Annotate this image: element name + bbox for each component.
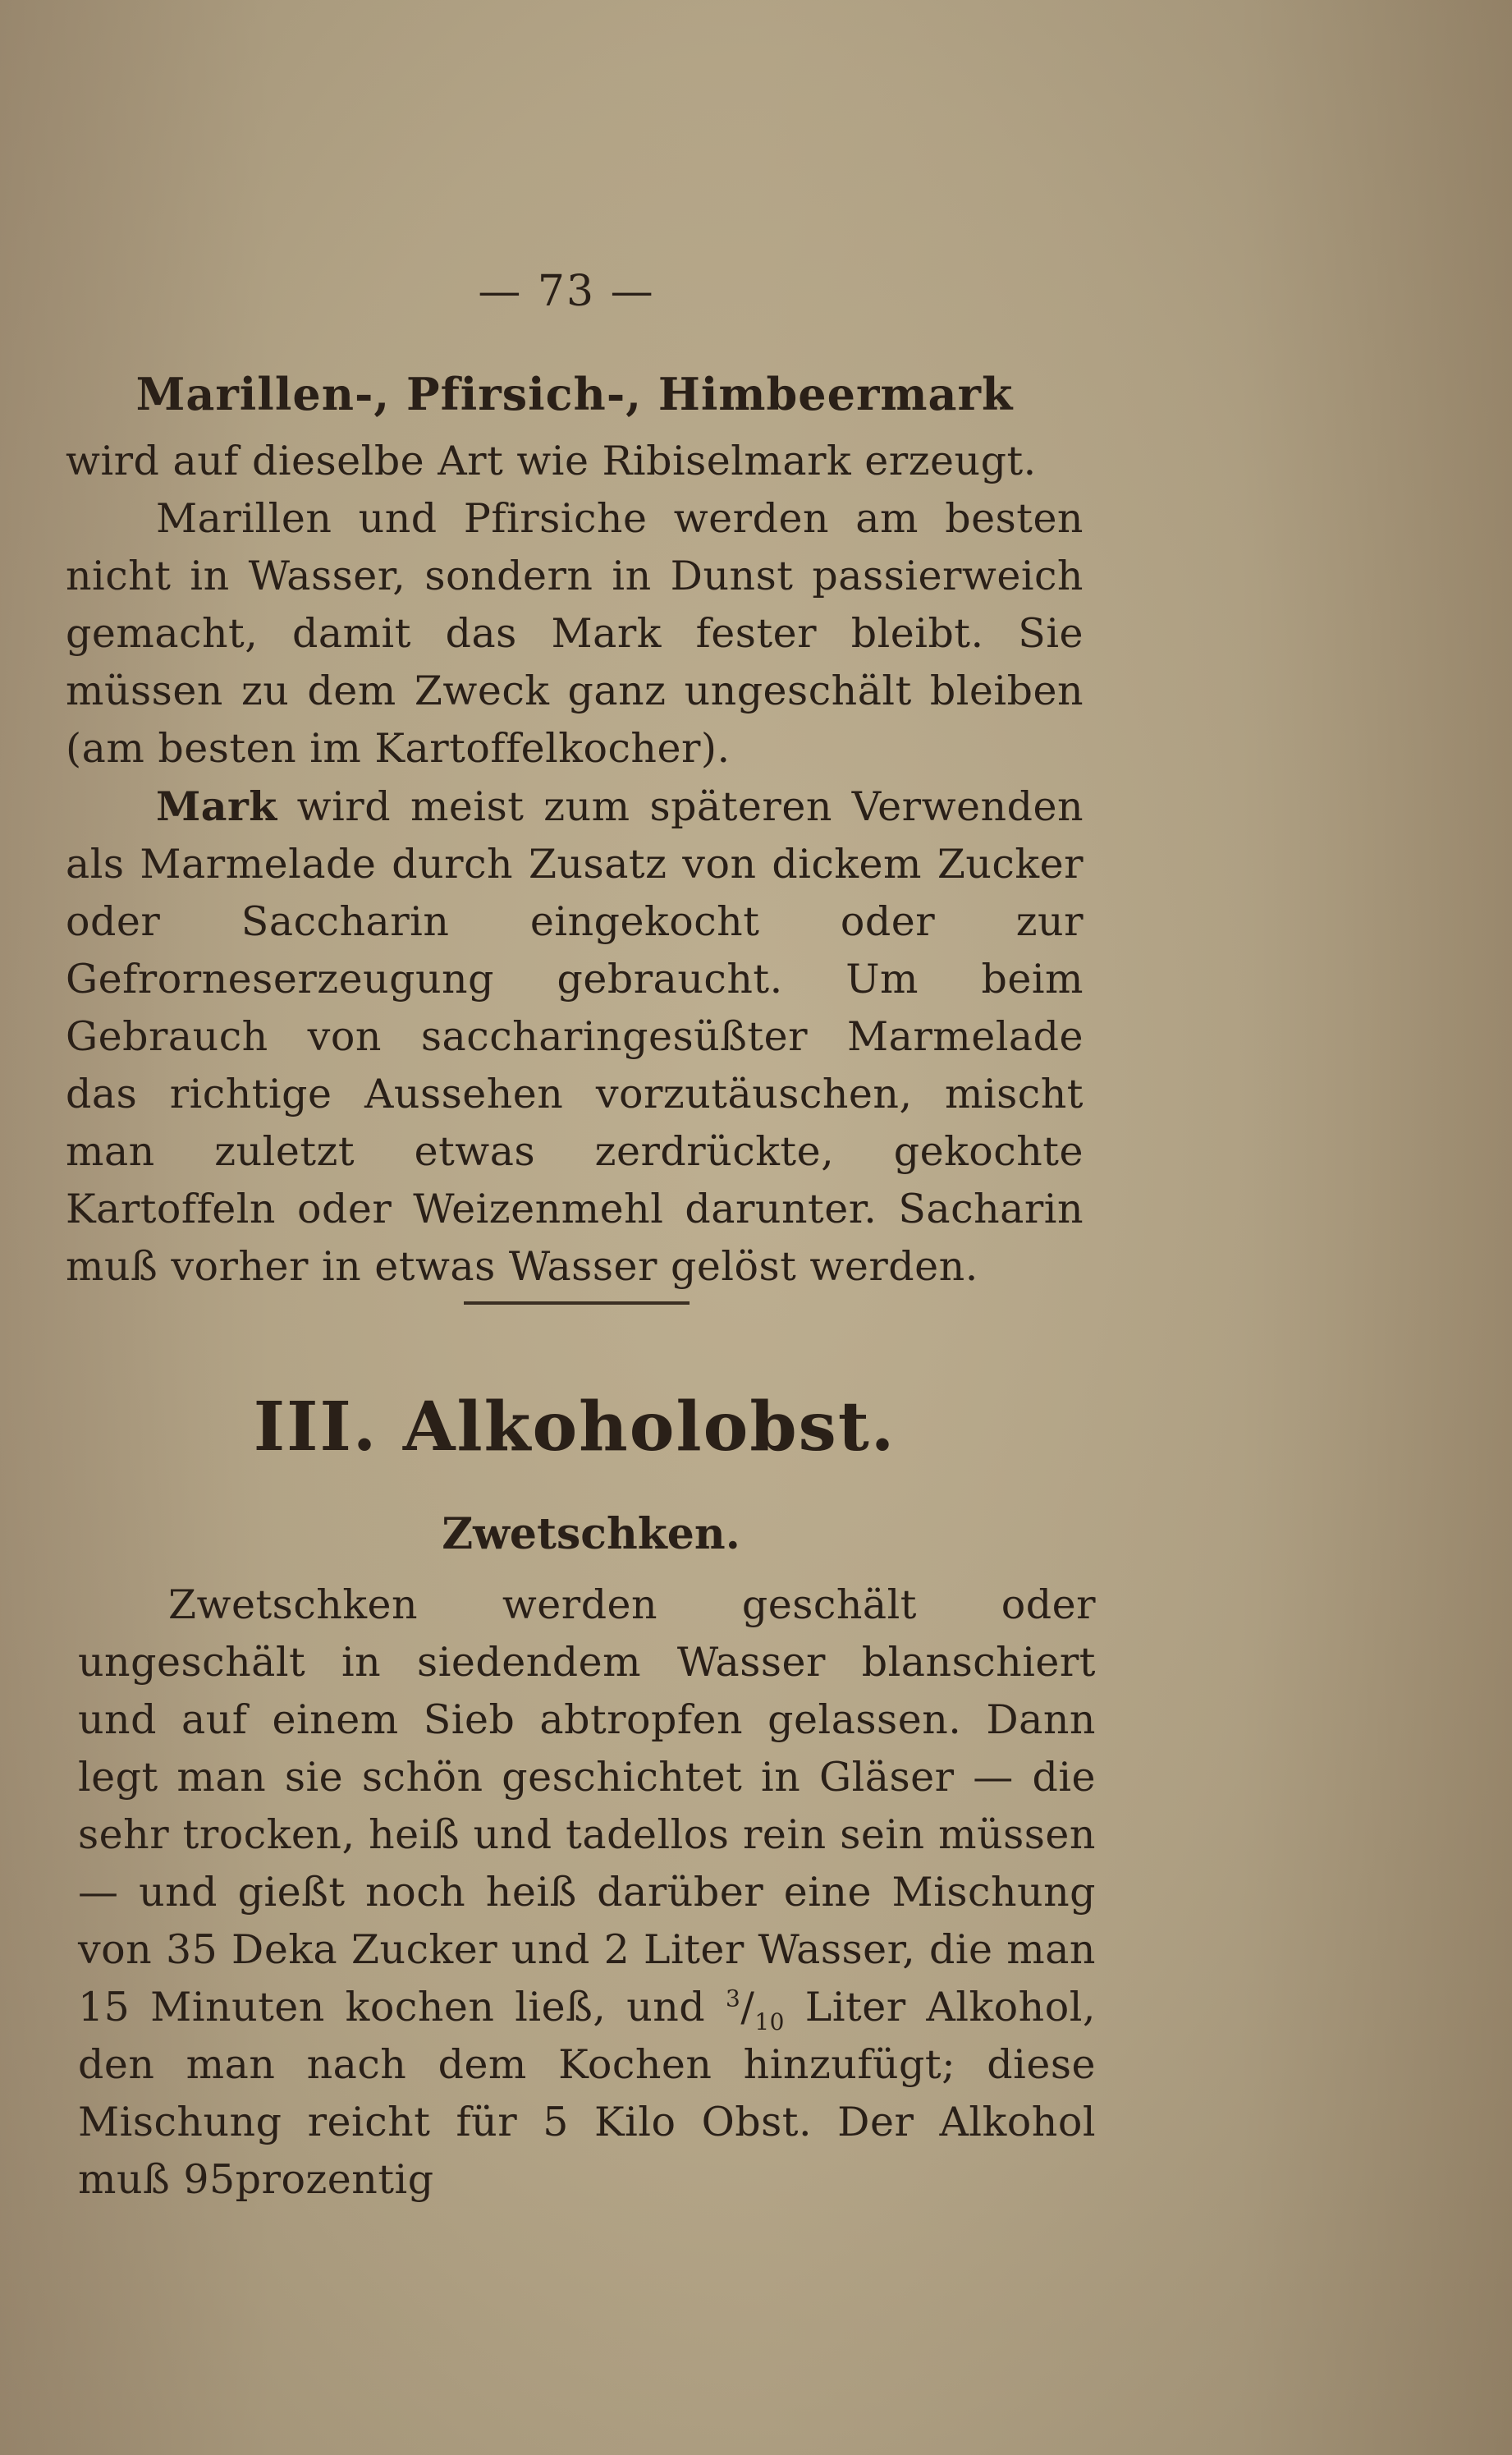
paragraph-mark: [66, 778, 1084, 1296]
paragraph-lead-word: Mark: [156, 782, 277, 830]
paragraph-intro: wird auf dieselbe Art wie Ribiselmark erzeugt.: [66, 438, 1037, 484]
section-marmalade: [66, 365, 1084, 1296]
paragraph-plums-end: Liter Alkohol, den man nach dem Kochen hinzufügt; diese Mischung reicht für 5 Kilo Obst. Der Alkohol muß 95prozentig: [78, 1984, 1096, 2203]
paragraph-plums: [78, 1576, 1096, 2209]
paragraph-mark-text: wird meist zum späteren Verwenden als Marmelade durch Zusatz von dickem Zucker oder Saccharin eingekocht oder zur Gefrorneserzeugung gebraucht. Um beim Gebrauch von saccharingesüßter Marmelade das richtige Aussehen vorzutäuschen, mischt man zuletzt etwas zerdrückte, gekochte Kartoffeln oder Weizenmehl darunter. Sacharin muß vorher in etwas Wasser gelöst werden.: [66, 783, 1084, 1290]
section-divider: [464, 1301, 690, 1305]
paragraph-apricots: Marillen und Pfirsiche werden am besten nicht in Wasser, sondern in Dunst passierweich gemacht, damit das Mark fester bleibt. Sie müssen zu dem Zweck ganz ungeschält bleiben (am besten im Kartoffelkocher).: [66, 495, 1084, 772]
section-plums: [78, 1576, 1096, 2209]
chapter-title: III. Alkoholobst.: [253, 1388, 896, 1466]
paragraph-plums-start: Zwetschken werden geschält oder ungeschält in siedendem Wasser blanschiert und auf einem Sieb abtropfen gelassen. Dann legt man sie schön geschichtet in Gläser — die sehr trocken, heiß und tadellos rein sein müssen — und gießt noch heiß darüber eine Mischung von 35 Deka Zucker und 2 Liter Wasser, die man 15 Minuten kochen ließ, und: [78, 1581, 1096, 2031]
fraction-numerator: 3: [726, 1985, 741, 2012]
fraction-denominator: 10: [754, 2008, 785, 2035]
section-heading: Marillen-, Pfirsich-, Himbeermark: [135, 368, 1014, 420]
chapter-subheading: Zwetschken.: [442, 1509, 740, 1559]
fraction: $^3/_{10}$: [726, 1984, 785, 2035]
page-number: — 73 —: [478, 267, 655, 316]
